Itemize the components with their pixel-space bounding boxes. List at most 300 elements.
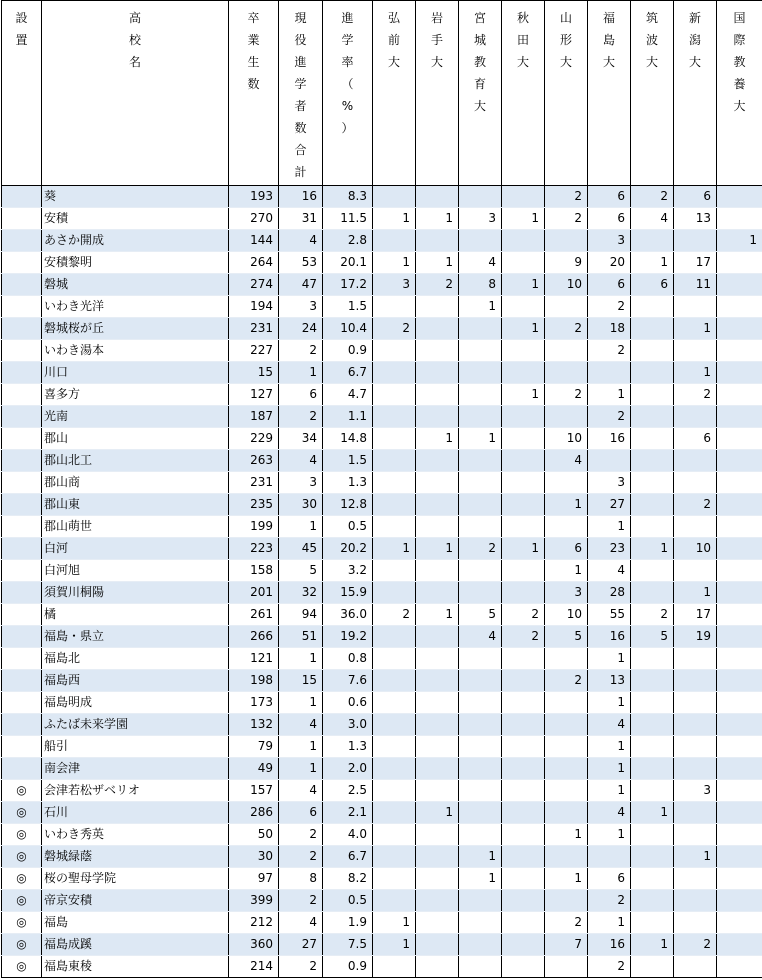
university-count-cell — [717, 450, 762, 472]
university-count-cell — [459, 692, 502, 714]
rate-cell: 1.9 — [323, 912, 373, 934]
university-count-cell — [717, 780, 762, 802]
setchi-cell: ◎ — [2, 868, 42, 890]
graduates-cell: 193 — [229, 186, 279, 208]
school-name-cell: 橘 — [42, 604, 229, 626]
current-total-cell: 34 — [279, 428, 323, 450]
setchi-cell — [2, 670, 42, 692]
current-total-cell: 1 — [279, 648, 323, 670]
header-university: 福 島 大 — [588, 1, 631, 186]
university-count-cell — [373, 450, 416, 472]
university-count-cell — [674, 956, 717, 978]
graduates-cell: 132 — [229, 714, 279, 736]
setchi-cell — [2, 758, 42, 780]
university-count-cell — [416, 912, 459, 934]
rate-cell: 2.0 — [323, 758, 373, 780]
university-count-cell — [674, 560, 717, 582]
university-count-cell — [459, 560, 502, 582]
university-count-cell — [459, 956, 502, 978]
table-row — [2, 692, 762, 714]
graduates-cell: 274 — [229, 274, 279, 296]
current-total-cell: 3 — [279, 472, 323, 494]
current-total-cell: 31 — [279, 208, 323, 230]
university-count-cell — [545, 296, 588, 318]
university-count-cell: 6 — [588, 868, 631, 890]
university-count-cell — [545, 516, 588, 538]
university-count-cell — [373, 384, 416, 406]
university-count-cell: 2 — [545, 318, 588, 340]
university-count-cell: 1 — [416, 802, 459, 824]
graduates-cell: 229 — [229, 428, 279, 450]
table-row — [2, 560, 762, 582]
university-count-cell — [502, 560, 545, 582]
university-count-cell — [717, 538, 762, 560]
university-count-cell: 2 — [674, 384, 717, 406]
university-count-cell — [717, 736, 762, 758]
rate-cell: 17.2 — [323, 274, 373, 296]
university-count-cell: 20 — [588, 252, 631, 274]
university-count-cell — [373, 670, 416, 692]
current-total-cell: 51 — [279, 626, 323, 648]
current-total-cell: 47 — [279, 274, 323, 296]
graduates-cell: 49 — [229, 758, 279, 780]
university-count-cell: 10 — [674, 538, 717, 560]
university-count-cell — [416, 692, 459, 714]
current-total-cell: 4 — [279, 230, 323, 252]
table-row — [2, 868, 762, 890]
rate-cell: 19.2 — [323, 626, 373, 648]
university-count-cell: 4 — [631, 208, 674, 230]
university-count-cell: 1 — [588, 384, 631, 406]
graduates-cell: 212 — [229, 912, 279, 934]
school-name-cell: 福島・県立 — [42, 626, 229, 648]
university-count-cell — [416, 956, 459, 978]
university-count-cell — [545, 406, 588, 428]
setchi-cell — [2, 252, 42, 274]
university-count-cell — [545, 340, 588, 362]
school-name-cell: 郡山北工 — [42, 450, 229, 472]
header-university: 筑 波 大 — [631, 1, 674, 186]
setchi-cell — [2, 318, 42, 340]
university-count-cell — [717, 868, 762, 890]
university-count-cell — [416, 406, 459, 428]
university-count-cell: 1 — [588, 758, 631, 780]
university-count-cell — [373, 626, 416, 648]
school-name-cell: ふたば未来学園 — [42, 714, 229, 736]
university-count-cell: 10 — [545, 428, 588, 450]
school-name-cell: 白河 — [42, 538, 229, 560]
current-total-cell: 4 — [279, 912, 323, 934]
current-total-cell: 2 — [279, 824, 323, 846]
current-total-cell: 2 — [279, 340, 323, 362]
university-count-cell — [631, 582, 674, 604]
university-count-cell: 1 — [502, 208, 545, 230]
table-row — [2, 406, 762, 428]
university-count-cell — [502, 494, 545, 516]
university-count-cell: 6 — [588, 186, 631, 208]
university-count-cell — [373, 582, 416, 604]
university-count-cell: 28 — [588, 582, 631, 604]
graduates-cell: 158 — [229, 560, 279, 582]
university-count-cell — [631, 648, 674, 670]
rate-cell: 2.1 — [323, 802, 373, 824]
university-count-cell — [416, 318, 459, 340]
university-count-cell — [674, 890, 717, 912]
current-total-cell: 5 — [279, 560, 323, 582]
university-count-cell — [631, 736, 674, 758]
university-count-cell — [416, 472, 459, 494]
university-count-cell — [545, 692, 588, 714]
university-count-cell: 4 — [588, 714, 631, 736]
university-count-cell — [373, 406, 416, 428]
graduates-cell: 15 — [229, 362, 279, 384]
table-body — [2, 186, 762, 978]
table-row — [2, 472, 762, 494]
header-university: 弘 前 大 — [373, 1, 416, 186]
university-count-cell — [631, 340, 674, 362]
university-count-cell — [717, 406, 762, 428]
university-count-cell — [416, 494, 459, 516]
university-count-cell: 1 — [631, 252, 674, 274]
table-row — [2, 802, 762, 824]
graduates-cell: 231 — [229, 318, 279, 340]
university-count-cell — [545, 714, 588, 736]
university-count-cell — [545, 780, 588, 802]
current-total-cell: 2 — [279, 846, 323, 868]
setchi-cell — [2, 406, 42, 428]
setchi-cell: ◎ — [2, 802, 42, 824]
university-count-cell — [717, 472, 762, 494]
current-total-cell: 1 — [279, 692, 323, 714]
university-count-cell — [717, 340, 762, 362]
rate-cell: 0.5 — [323, 890, 373, 912]
rate-cell: 0.5 — [323, 516, 373, 538]
table-row — [2, 230, 762, 252]
university-count-cell: 55 — [588, 604, 631, 626]
university-count-cell: 7 — [545, 934, 588, 956]
graduates-cell: 173 — [229, 692, 279, 714]
university-count-cell — [502, 824, 545, 846]
university-count-cell: 6 — [545, 538, 588, 560]
university-count-cell — [502, 736, 545, 758]
setchi-cell — [2, 560, 42, 582]
graduates-cell: 144 — [229, 230, 279, 252]
university-count-cell: 1 — [373, 208, 416, 230]
university-count-cell: 2 — [588, 956, 631, 978]
university-count-cell — [416, 362, 459, 384]
school-name-cell: いわき湯本 — [42, 340, 229, 362]
school-name-cell: 須賀川桐陽 — [42, 582, 229, 604]
university-count-cell — [631, 296, 674, 318]
university-count-cell — [545, 890, 588, 912]
university-count-cell: 4 — [545, 450, 588, 472]
university-count-cell: 2 — [588, 406, 631, 428]
current-total-cell: 1 — [279, 758, 323, 780]
university-count-cell: 10 — [545, 274, 588, 296]
university-count-cell — [717, 604, 762, 626]
university-count-cell: 2 — [674, 494, 717, 516]
university-count-cell — [416, 890, 459, 912]
university-count-cell — [674, 296, 717, 318]
current-total-cell: 6 — [279, 384, 323, 406]
graduates-cell: 231 — [229, 472, 279, 494]
table-row — [2, 604, 762, 626]
university-count-cell: 1 — [588, 824, 631, 846]
rate-cell: 15.9 — [323, 582, 373, 604]
rate-cell: 1.5 — [323, 450, 373, 472]
university-count-cell: 19 — [674, 626, 717, 648]
setchi-cell: ◎ — [2, 846, 42, 868]
university-count-cell: 1 — [459, 428, 502, 450]
rate-cell: 6.7 — [323, 362, 373, 384]
table-row — [2, 384, 762, 406]
university-count-cell: 16 — [588, 428, 631, 450]
university-count-cell: 1 — [459, 846, 502, 868]
rate-cell: 1.3 — [323, 736, 373, 758]
university-count-cell: 4 — [459, 252, 502, 274]
university-count-cell — [717, 648, 762, 670]
university-count-cell — [502, 934, 545, 956]
university-count-cell — [674, 406, 717, 428]
school-name-cell: いわき秀英 — [42, 824, 229, 846]
university-count-cell — [502, 780, 545, 802]
school-name-cell: 光南 — [42, 406, 229, 428]
university-count-cell: 2 — [631, 186, 674, 208]
setchi-cell — [2, 516, 42, 538]
university-count-cell — [373, 186, 416, 208]
header-university: 山 形 大 — [545, 1, 588, 186]
setchi-cell — [2, 340, 42, 362]
university-count-cell — [459, 582, 502, 604]
university-count-cell: 16 — [588, 934, 631, 956]
university-count-cell — [459, 648, 502, 670]
university-count-cell — [373, 780, 416, 802]
university-count-cell — [717, 516, 762, 538]
university-count-cell — [459, 318, 502, 340]
school-name-cell: 帝京安積 — [42, 890, 229, 912]
rate-cell: 0.9 — [323, 956, 373, 978]
university-count-cell — [674, 736, 717, 758]
university-count-cell: 2 — [588, 890, 631, 912]
university-count-cell — [459, 406, 502, 428]
university-count-cell — [717, 670, 762, 692]
setchi-cell — [2, 736, 42, 758]
university-count-cell: 2 — [502, 626, 545, 648]
rate-cell: 2.5 — [323, 780, 373, 802]
school-name-cell: あさか開成 — [42, 230, 229, 252]
university-count-cell — [373, 560, 416, 582]
current-total-cell: 94 — [279, 604, 323, 626]
school-name-cell: 福島明成 — [42, 692, 229, 714]
table-row — [2, 186, 762, 208]
table-row — [2, 318, 762, 340]
university-count-cell — [502, 362, 545, 384]
setchi-cell — [2, 450, 42, 472]
university-count-cell: 1 — [416, 208, 459, 230]
university-count-cell: 1 — [416, 428, 459, 450]
school-name-cell: 会津若松ザベリオ — [42, 780, 229, 802]
current-total-cell: 1 — [279, 362, 323, 384]
setchi-cell: ◎ — [2, 780, 42, 802]
university-count-cell — [631, 318, 674, 340]
university-count-cell — [373, 824, 416, 846]
table-row — [2, 516, 762, 538]
university-count-cell — [631, 890, 674, 912]
university-count-cell — [674, 230, 717, 252]
university-count-cell — [674, 714, 717, 736]
rate-cell: 7.5 — [323, 934, 373, 956]
university-count-cell — [717, 208, 762, 230]
university-count-cell — [459, 802, 502, 824]
university-count-cell — [502, 186, 545, 208]
university-admissions-table — [1, 0, 762, 978]
university-count-cell — [459, 714, 502, 736]
graduates-cell: 127 — [229, 384, 279, 406]
header-setchi: 設 置 — [2, 1, 42, 186]
university-count-cell — [502, 340, 545, 362]
graduates-cell: 187 — [229, 406, 279, 428]
setchi-cell: ◎ — [2, 824, 42, 846]
header-school-name: 高 校 名 — [42, 1, 229, 186]
table-row — [2, 758, 762, 780]
university-count-cell — [416, 648, 459, 670]
university-count-cell — [631, 494, 674, 516]
table-row — [2, 582, 762, 604]
university-count-cell — [502, 692, 545, 714]
table-row — [2, 626, 762, 648]
university-count-cell: 17 — [674, 252, 717, 274]
university-count-cell — [459, 362, 502, 384]
table-row — [2, 846, 762, 868]
university-count-cell — [459, 670, 502, 692]
table-row — [2, 362, 762, 384]
university-count-cell: 11 — [674, 274, 717, 296]
current-total-cell: 2 — [279, 406, 323, 428]
graduates-cell: 270 — [229, 208, 279, 230]
graduates-cell: 263 — [229, 450, 279, 472]
university-count-cell — [502, 846, 545, 868]
university-count-cell — [373, 956, 416, 978]
university-count-cell — [631, 692, 674, 714]
university-count-cell — [717, 956, 762, 978]
university-count-cell — [416, 934, 459, 956]
university-count-cell — [631, 560, 674, 582]
setchi-cell: ◎ — [2, 912, 42, 934]
university-count-cell: 2 — [545, 912, 588, 934]
school-name-cell: 白河旭 — [42, 560, 229, 582]
university-count-cell — [373, 494, 416, 516]
university-count-cell: 3 — [373, 274, 416, 296]
university-count-cell: 1 — [631, 538, 674, 560]
university-count-cell — [674, 340, 717, 362]
graduates-cell: 79 — [229, 736, 279, 758]
university-count-cell: 1 — [588, 912, 631, 934]
table-row — [2, 494, 762, 516]
graduates-cell: 214 — [229, 956, 279, 978]
setchi-cell — [2, 626, 42, 648]
university-count-cell — [717, 274, 762, 296]
university-count-cell — [717, 714, 762, 736]
university-count-cell — [459, 384, 502, 406]
graduates-cell: 223 — [229, 538, 279, 560]
university-count-cell: 3 — [545, 582, 588, 604]
university-count-cell — [717, 428, 762, 450]
university-count-cell: 10 — [545, 604, 588, 626]
university-count-cell: 8 — [459, 274, 502, 296]
university-count-cell — [631, 714, 674, 736]
university-count-cell: 6 — [588, 274, 631, 296]
university-count-cell: 17 — [674, 604, 717, 626]
university-count-cell — [631, 516, 674, 538]
university-count-cell: 1 — [631, 934, 674, 956]
setchi-cell: ◎ — [2, 956, 42, 978]
university-count-cell — [502, 890, 545, 912]
university-count-cell — [717, 494, 762, 516]
university-count-cell — [416, 230, 459, 252]
university-count-cell: 18 — [588, 318, 631, 340]
graduates-cell: 121 — [229, 648, 279, 670]
current-total-cell: 8 — [279, 868, 323, 890]
university-count-cell — [459, 780, 502, 802]
rate-cell: 20.1 — [323, 252, 373, 274]
university-count-cell — [459, 230, 502, 252]
university-count-cell — [416, 384, 459, 406]
setchi-cell — [2, 230, 42, 252]
university-count-cell — [674, 912, 717, 934]
rate-cell: 7.6 — [323, 670, 373, 692]
university-count-cell — [416, 736, 459, 758]
university-count-cell — [588, 362, 631, 384]
university-count-cell — [459, 516, 502, 538]
university-count-cell — [545, 758, 588, 780]
table-row — [2, 538, 762, 560]
header-graduates: 卒 業 生 数 — [229, 1, 279, 186]
university-count-cell — [674, 802, 717, 824]
rate-cell: 0.6 — [323, 692, 373, 714]
rate-cell: 8.2 — [323, 868, 373, 890]
university-count-cell — [459, 494, 502, 516]
university-count-cell: 1 — [588, 648, 631, 670]
school-name-cell: 安積黎明 — [42, 252, 229, 274]
table-row — [2, 450, 762, 472]
setchi-cell — [2, 494, 42, 516]
current-total-cell: 1 — [279, 736, 323, 758]
university-count-cell: 2 — [459, 538, 502, 560]
current-total-cell: 45 — [279, 538, 323, 560]
setchi-cell — [2, 472, 42, 494]
current-total-cell: 24 — [279, 318, 323, 340]
current-total-cell: 2 — [279, 956, 323, 978]
table-row — [2, 648, 762, 670]
university-count-cell — [717, 384, 762, 406]
graduates-cell: 264 — [229, 252, 279, 274]
current-total-cell: 4 — [279, 714, 323, 736]
university-count-cell — [717, 362, 762, 384]
university-count-cell — [502, 758, 545, 780]
school-name-cell: 安積 — [42, 208, 229, 230]
university-count-cell: 2 — [545, 186, 588, 208]
table-row — [2, 912, 762, 934]
university-count-cell — [373, 692, 416, 714]
university-count-cell: 1 — [545, 824, 588, 846]
university-count-cell: 23 — [588, 538, 631, 560]
setchi-cell — [2, 692, 42, 714]
university-count-cell — [631, 758, 674, 780]
university-count-cell — [416, 582, 459, 604]
university-count-cell: 1 — [588, 692, 631, 714]
university-count-cell — [373, 846, 416, 868]
university-count-cell — [459, 824, 502, 846]
